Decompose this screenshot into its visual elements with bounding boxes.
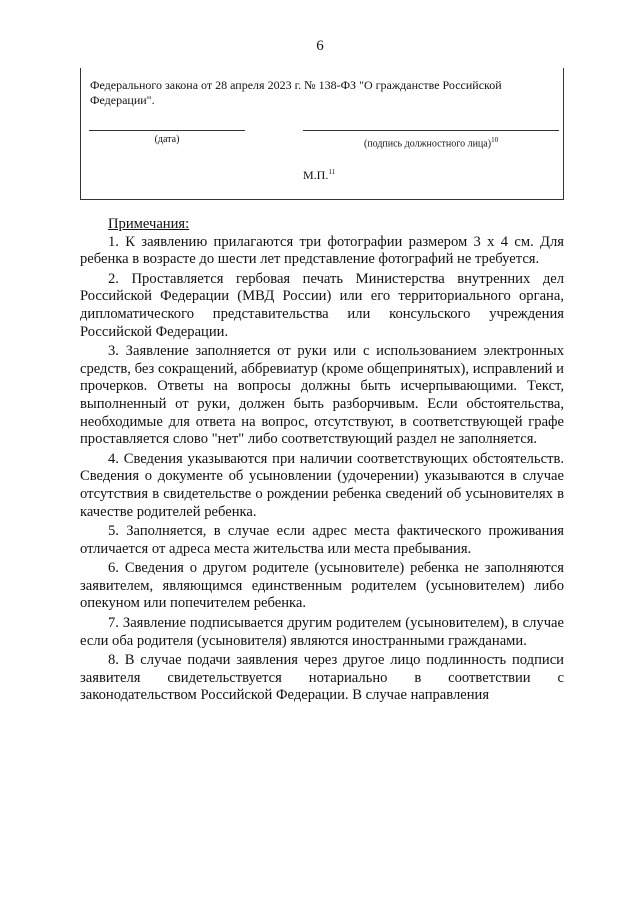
law-reference-text: Федерального закона от 28 апреля 2023 г. № 138-ФЗ "О гражданстве Российской Федерации". [90,78,502,107]
signature-caption: (подпись должностного лица) [363,138,492,150]
note-item-2: 2. Проставляется гербовая печать Министерства внутренних дел Российской Федерации (МВД России) или его территориального органа, дипломатического представительства или консульского учреждения Российской Федерации. [80,270,564,340]
note-item-7: 7. Заявление подписывается другим родителем (усыновителем), в случае если оба родителя (усыновителя) являются иностранными гражданами. [80,615,564,649]
note-item-5: 5. Заполняется, в случае если адрес места фактического проживания отличается от адреса места жительства или места пребывания. [80,523,564,557]
signature-footnote-ref: 10 [491,136,499,144]
stamp-footnote-ref: 11 [328,168,336,176]
note-item-6: 6. Сведения о другом родителе (усыновителе) ребенка не заполняются заявителем, являющимся единственным родителем (усыновителем) либо опекуном или попечителем ребенка. [80,560,564,612]
notes-title: Примечания: [108,216,190,232]
signature-caption-block [303,134,559,150]
signature-line [303,130,559,131]
date-caption: (дата) [154,134,180,145]
page-number: 6 [316,38,324,54]
note-item-8: 8. В случае подачи заявления через другое лицо подлинность подписи заявителя свидетельствуется нотариально в соответствии с законодательством Российской Федерации. В случае направления [80,652,564,704]
notes-section [80,216,564,705]
note-item-1: 1. К заявлению прилагаются три фотографии размером 3 х 4 см. Для ребенка в возрасте до шести лет представление фотографий не требуется. [80,233,564,268]
stamp-label: М.П. [303,168,329,182]
form-continuation-box [80,68,564,200]
note-item-3: 3. Заявление заполняется от руки или с использованием электронных средств, без сокращений, аббревиатур (кроме общепринятых), исправлений и прочерков. Ответы на вопросы должны быть исчерпывающими. Текст, выполненный от руки, должен быть разборчивым. Если обстоятельства, необходимые для ответа на вопрос, отсутствуют, в соответствующей графе проставляется слово "нет" либо соответствующий раздел не заполняется. [80,343,564,448]
note-item-4: 4. Сведения указываются при наличии соответствующих обстоятельств. Сведения о документе об усыновлении (удочерении) указываются в случае отсутствия в свидетельстве о рождении ребенка сведений об усыновителях в качестве родителей ребенка. [80,450,564,520]
stamp-place [303,168,335,183]
date-line [89,130,245,131]
